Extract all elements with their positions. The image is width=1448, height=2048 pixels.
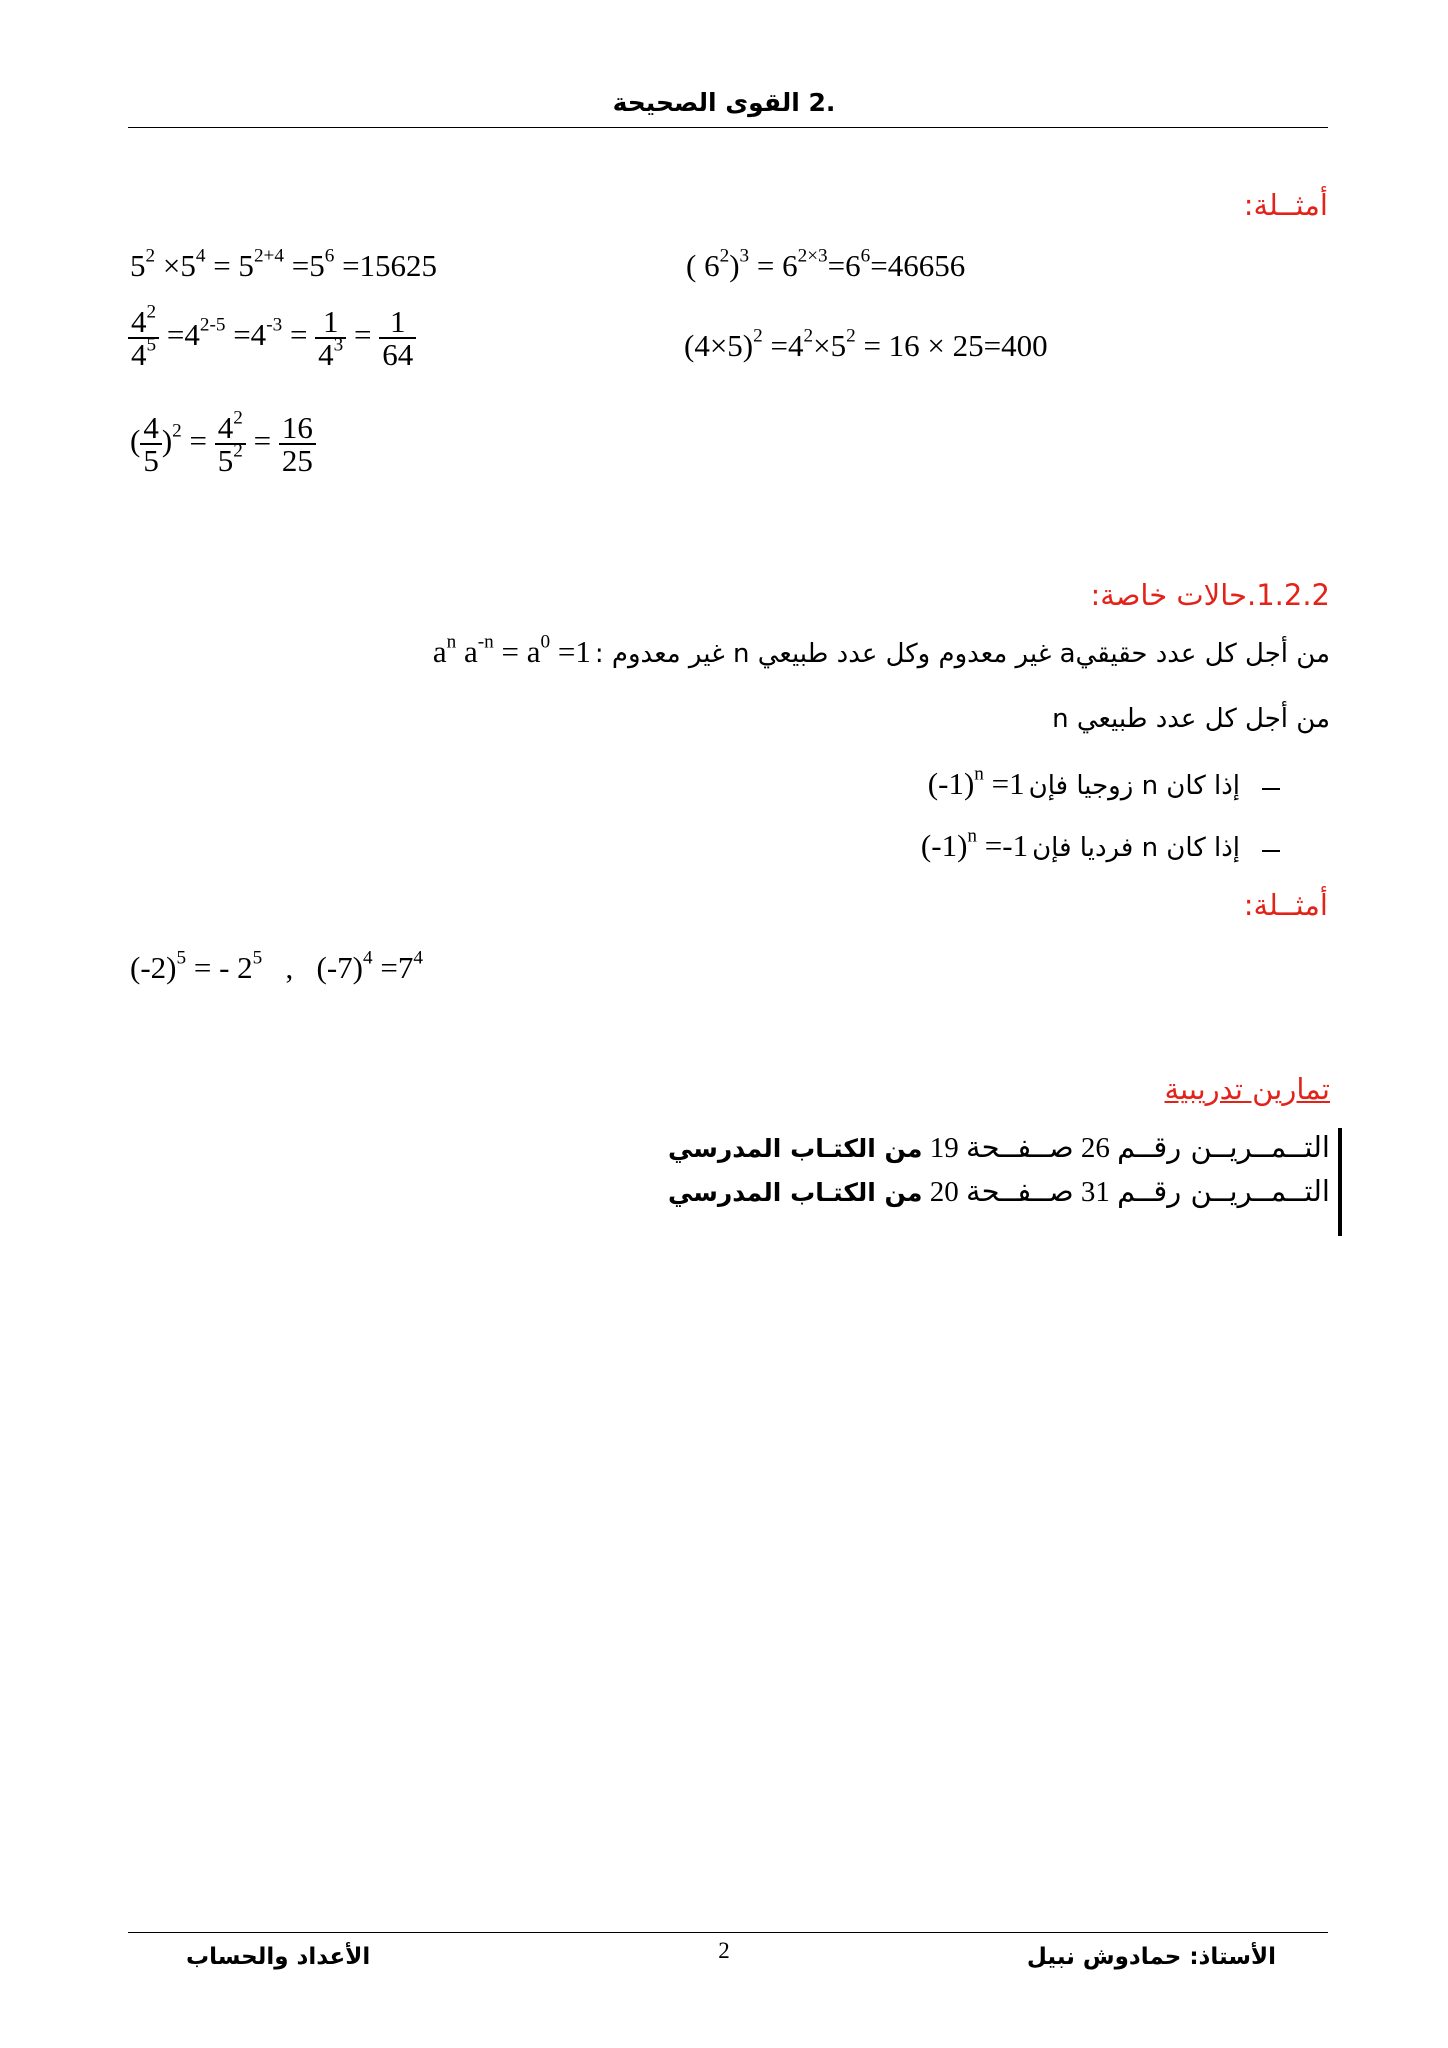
fraction: $\frac{1}{64}$ — [379, 306, 416, 370]
bullet-dash — [1262, 788, 1280, 790]
fraction: $\frac{4^2}{4^5}$ — [128, 306, 159, 370]
example-product-power: $(4\times 5)^2 =4^2\times 5^2 = 16 \times 25=400$ — [684, 325, 1048, 363]
footer-subject: الأعداد والحساب — [186, 1944, 371, 1970]
special-line-2: من أجل كل عدد طبيعي n — [1052, 704, 1330, 734]
fraction: $\frac{16}{25}$ — [279, 412, 316, 476]
case-even-formula: $(-1)^n =1$ — [927, 763, 1025, 801]
example-power-quotient: $\frac{4^2}{4^5}$ $=4^{2-5} =4^{-3}$ = $\frac{1}{4^3}$ = $\frac{1}{64}$ — [128, 306, 416, 370]
header-rule — [128, 127, 1328, 128]
special-line-1 — [432, 631, 1330, 670]
footer-page-number: 2 — [718, 1938, 730, 1963]
fraction: $\frac{1}{4^3}$ — [315, 306, 346, 370]
footer-teacher: الأستاذ: حمادوش نبيل — [1026, 1944, 1276, 1970]
special-line-1-formula: $a^n$ $a^{-n} = a^0 =1$ — [432, 631, 591, 669]
special-cases-heading: 1.2.2.حالات خاصة: — [1090, 578, 1330, 612]
exercise-item: التــمــريــن رقــم 31 صــفــحة 20 من الكتـاب المدرسي — [667, 1174, 1330, 1208]
case-even — [927, 763, 1240, 802]
case-even-text: إذا كان n زوجيا فإن — [1028, 771, 1240, 801]
footer-rule — [128, 1932, 1328, 1933]
bullet-dash — [1262, 850, 1280, 852]
exercises-heading: تمارين تدريبية — [1164, 1072, 1330, 1106]
fraction: $\frac{4}{5}$ — [140, 412, 162, 476]
example-power-product: $5^2 \times 5^4 = 5^{2+4} =5^6 =15625$ — [130, 245, 438, 283]
exercise-item: التــمــريــن رقــم 26 صــفــحة 19 من الكتـاب المدرسي — [667, 1130, 1330, 1164]
exercises-bar — [1338, 1128, 1342, 1236]
examples-heading: أمثــلة: — [1243, 188, 1328, 222]
case-odd — [920, 825, 1240, 864]
fraction: $\frac{4^2}{5^2}$ — [215, 412, 246, 476]
case-odd-formula: $(-1)^n =-1$ — [920, 825, 1029, 863]
special-line-1-text: من أجل كل عدد حقيقيa غير معدوم وكل عدد طبيعي n غير معدوم : — [594, 639, 1330, 669]
example-power-of-power: ( $6^2)^3 = 6^{2\times 3}=6^6=46656$ — [686, 245, 966, 283]
example-negative-base: $(-2)^5$ = - $2^5$ , $(-7)^4 =7^4$ — [130, 947, 423, 985]
case-odd-text: إذا كان n فرديا فإن — [1032, 833, 1240, 863]
example-fraction-power: ( $\frac{4}{5}$ )$^2$ = $\frac{4^2}{5^2}$ = $\frac{16}{25}$ — [130, 412, 316, 476]
examples-heading-2: أمثــلة: — [1243, 888, 1328, 922]
page-header-title: .2 القوى الصحيحة — [612, 88, 836, 117]
